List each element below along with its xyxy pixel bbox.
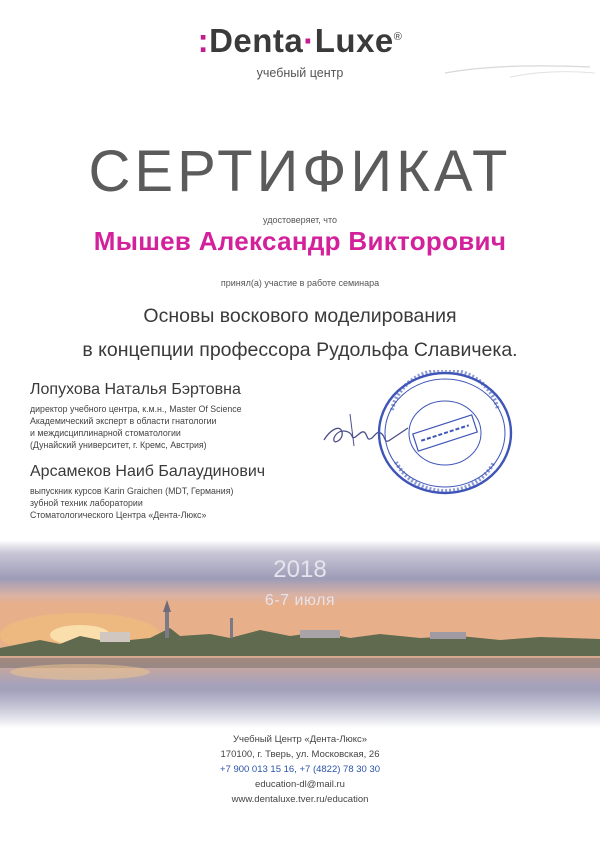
instructor-detail: зубной техник лаборатории [30,498,143,508]
instructor-name: Лопухова Наталья Бэртовна [30,381,241,398]
official-stamp [376,370,514,496]
logo-subtitle: учебный центр [256,66,344,80]
event-year: 2018 [273,556,327,583]
participated-text: принял(а) участие в работе семинара [220,278,380,288]
instructor-detail: и междисциплинарной стоматологии [30,428,181,438]
recipient-name: Мышев Александр Викторович [93,226,507,256]
instructor-detail: (Дунайский университет, г. Кремс, Австрия) [30,440,207,450]
footer-email: education-dl@mail.ru [255,779,345,790]
footer-address: 170100, г. Тверь, ул. Московская, 26 [220,749,380,760]
seminar-title-line-2: в концепции профессора Рудольфа Славичека. [82,339,518,361]
instructor-name: Арсамеков Наиб Балаудинович [30,463,266,480]
certificate-title: СЕРТИФИКАТ [88,139,512,204]
event-dates: 6-7 июля [264,592,336,609]
logo: :Denta·Luxe® [197,22,403,59]
instructor-detail: выпускник курсов Karin Graichen (MDT, Германия) [30,486,234,496]
watermark-decoration [440,55,600,85]
footer-phones: +7 900 013 15 16, +7 (4822) 78 30 30 [219,764,381,775]
seminar-title-line-1: Основы воскового моделирования [143,305,457,327]
instructor-detail: Академический эксперт в области гнатологии [30,416,217,426]
instructor-2 [30,463,265,521]
footer-org: Учебный Центр «Дента-Люкс» [232,734,368,745]
certifies-text: удостоверяет, что [263,215,337,225]
footer-website: www.dentaluxe.tver.ru/education [231,794,369,805]
instructor-1 [30,381,242,451]
instructor-detail: Стоматологического Центра «Дента-Люкс» [30,510,207,520]
instructor-detail: директор учебного центра, к.м.н., Master Of Science [30,404,242,414]
